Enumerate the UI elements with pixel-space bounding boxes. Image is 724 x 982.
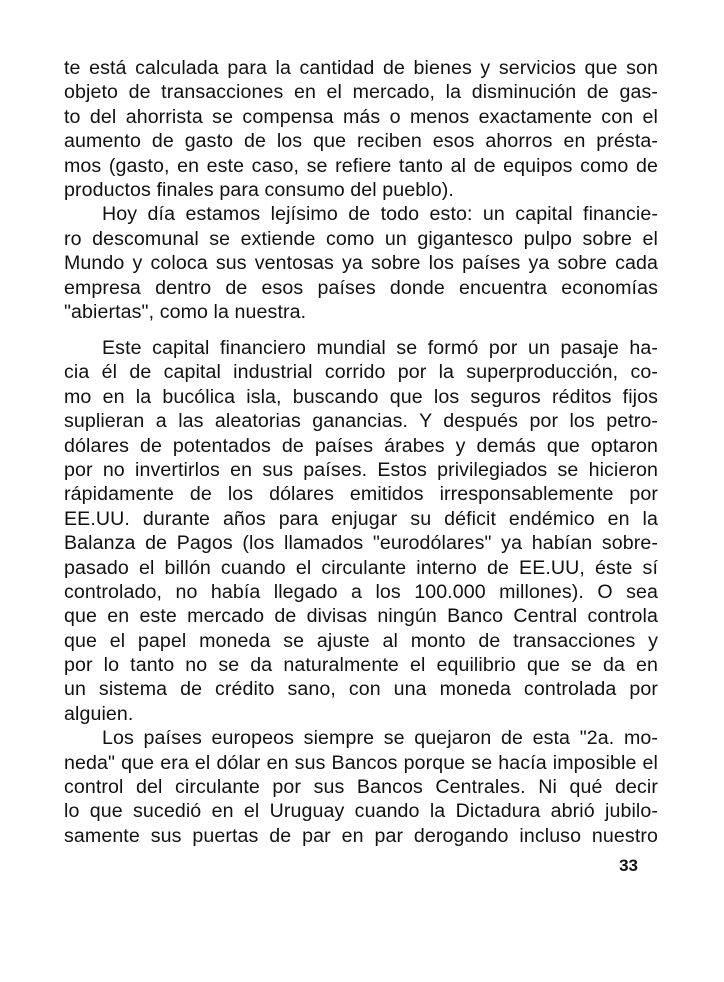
text-line: "abiertas", como la nuestra. [64, 300, 307, 323]
text-line: Este capital financiero mundial se formó por un pasaje ha- [102, 337, 658, 359]
text-line: control del circulante por sus Bancos Centrales. Ni qué decir [64, 776, 658, 799]
text-line: que en este mercado de divisas ningún Banco Central controla [64, 605, 658, 628]
text-line: Los países europeos siempre se quejaron de esta "2a. mo- [102, 727, 658, 750]
text-line: un sistema de crédito sano, con una moneda controlada por [64, 678, 658, 701]
text-block-bottom [64, 336, 658, 848]
text-line: EE.UU. durante años para enjugar su déficit endémico en la [64, 507, 658, 530]
text-line: Balanza de Pagos (los llamados "eurodólares" ya habían sobre- [64, 532, 658, 555]
text-line: ro descomunal se extiende como un gigantesco pulpo sobre el [64, 227, 658, 250]
paragraph-2 [64, 202, 658, 324]
text-line: alguien. [64, 702, 134, 725]
text-line: suplieran a las aleatorias ganancias. Y después por los petro- [64, 410, 658, 433]
text-line: cia él de capital industrial corrido por la superproducción, co- [64, 361, 658, 384]
paragraph-3 [64, 336, 658, 726]
text-line: neda" que era el dólar en sus Bancos porque se hacía imposible el [64, 751, 658, 774]
text-line: empresa dentro de esos países donde encuentra economías [64, 276, 658, 299]
text-line: pasado el billón cuando el circulante interno de EE.UU, éste sí [64, 556, 658, 579]
text-line: mos (gasto, en este caso, se refiere tanto al de equipos como de [64, 154, 658, 177]
text-line: Mundo y coloca sus ventosas ya sobre los países ya sobre cada [64, 252, 658, 275]
text-line: controlado, no había llegado a los 100.000 millones). O sea [64, 580, 658, 603]
text-line: dólares de potentados de países árabes y demás que optaron [64, 434, 658, 457]
page-number: 33 [619, 856, 638, 875]
text-block-top [64, 56, 658, 324]
paragraph-1 [64, 56, 658, 202]
text-line: Hoy día estamos lejísimo de todo esto: un capital financie- [102, 203, 658, 226]
text-line: productos finales para consumo del pueblo). [64, 178, 454, 201]
text-line: lo que sucedió en el Uruguay cuando la Dictadura abrió jubilo- [64, 800, 658, 823]
text-line: te está calculada para la cantidad de bienes y servicios que son [64, 57, 658, 79]
text-line: aumento de gasto de los que reciben esos ahorros en présta- [64, 130, 658, 153]
text-line: por no invertirlos en sus países. Estos privilegiados se hicieron [64, 458, 658, 481]
text-line: samente sus puertas de par en par derogando incluso nuestro [64, 824, 658, 847]
paragraph-4 [64, 726, 658, 848]
text-line: to del ahorrista se compensa más o menos exactamente con el [64, 105, 658, 128]
text-line: por lo tanto no se da naturalmente el equilibrio que se da en [64, 654, 658, 677]
text-line: objeto de transacciones en el mercado, la disminución de gas- [64, 81, 658, 104]
text-line: rápidamente de los dólares emitidos irresponsablemente por [64, 483, 658, 506]
text-line: que el papel moneda se ajuste al monto de transacciones y [64, 629, 658, 652]
text-line: mo en la bucólica isla, buscando que los seguros réditos fijos [64, 385, 658, 408]
